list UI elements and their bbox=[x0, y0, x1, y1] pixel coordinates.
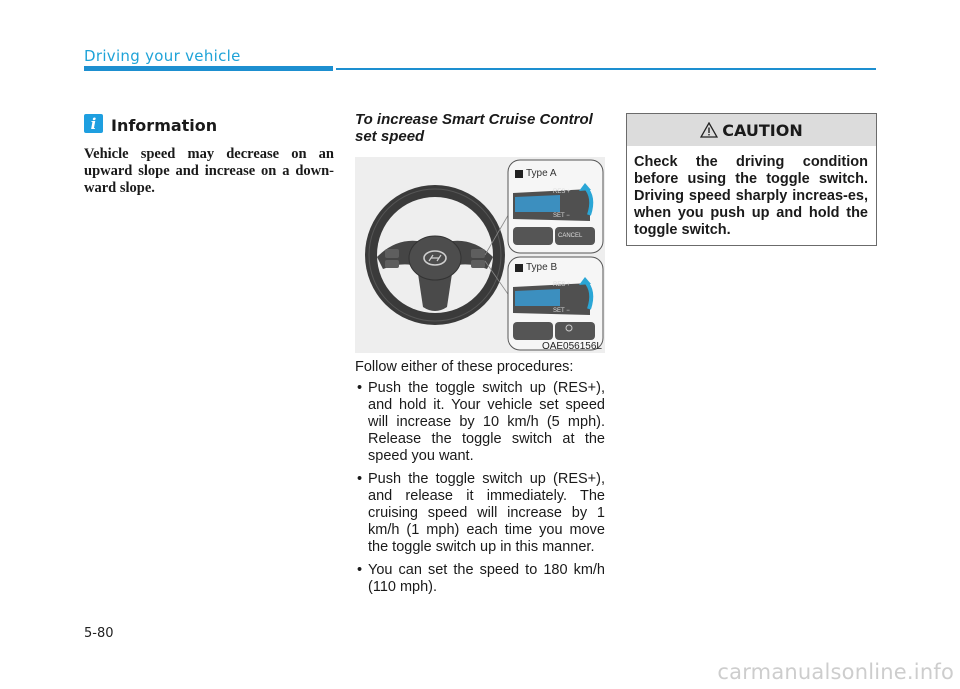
type-a-res-label: RES + bbox=[553, 189, 571, 195]
list-item: • You can set the speed to 180 km/h (110 mph). bbox=[357, 562, 605, 595]
procedure-list bbox=[355, 380, 605, 602]
type-a-cancel-label: CANCEL bbox=[558, 233, 583, 239]
information-text: Vehicle speed may decrease on an upward slope and increase on a down-ward slope. bbox=[84, 146, 334, 196]
steering-wheel-illustration bbox=[355, 157, 605, 353]
figure-code: OAE056156L bbox=[541, 341, 602, 352]
caution-header bbox=[627, 114, 876, 146]
type-b-label: Type B bbox=[515, 262, 557, 273]
header-rule-thick bbox=[84, 66, 333, 71]
info-icon: i bbox=[84, 114, 103, 133]
type-b-res-label: RES + bbox=[553, 282, 571, 288]
warning-triangle-icon bbox=[700, 122, 718, 138]
type-a-set-label: SET − bbox=[553, 213, 570, 219]
type-b-square-icon bbox=[515, 264, 523, 272]
caution-box bbox=[626, 113, 877, 246]
type-b-set-label: SET − bbox=[553, 308, 570, 314]
list-item: • Push the toggle switch up (RES+), and hold it. Your vehicle set speed will increase by 10 km/h (5 mph). Release the toggle switch at the speed you want. bbox=[357, 380, 605, 464]
header-rule-thin bbox=[336, 68, 876, 70]
caution-text: Check the driving condition before using the toggle switch. Driving speed sharply increas-es, when you push up and hold the toggle switch. bbox=[634, 154, 868, 238]
type-a-label: Type A bbox=[515, 168, 557, 179]
procedures-lead: Follow either of these procedures: bbox=[355, 359, 574, 375]
page-number: 5-80 bbox=[84, 626, 114, 641]
increase-speed-heading: To increase Smart Cruise Control set speed bbox=[355, 111, 593, 145]
caution-title: CAUTION bbox=[722, 120, 803, 140]
list-item: • Push the toggle switch up (RES+), and release it immediately. The cruising speed will increase by 1 km/h (1 mph) each time you move the toggle switch up in this manner. bbox=[357, 471, 605, 555]
section-title: Driving your vehicle bbox=[84, 47, 241, 65]
information-heading: Information bbox=[111, 116, 218, 135]
watermark: carmanualsonline.info bbox=[717, 660, 954, 684]
steering-wheel-figure bbox=[355, 157, 605, 353]
type-a-square-icon bbox=[515, 170, 523, 178]
